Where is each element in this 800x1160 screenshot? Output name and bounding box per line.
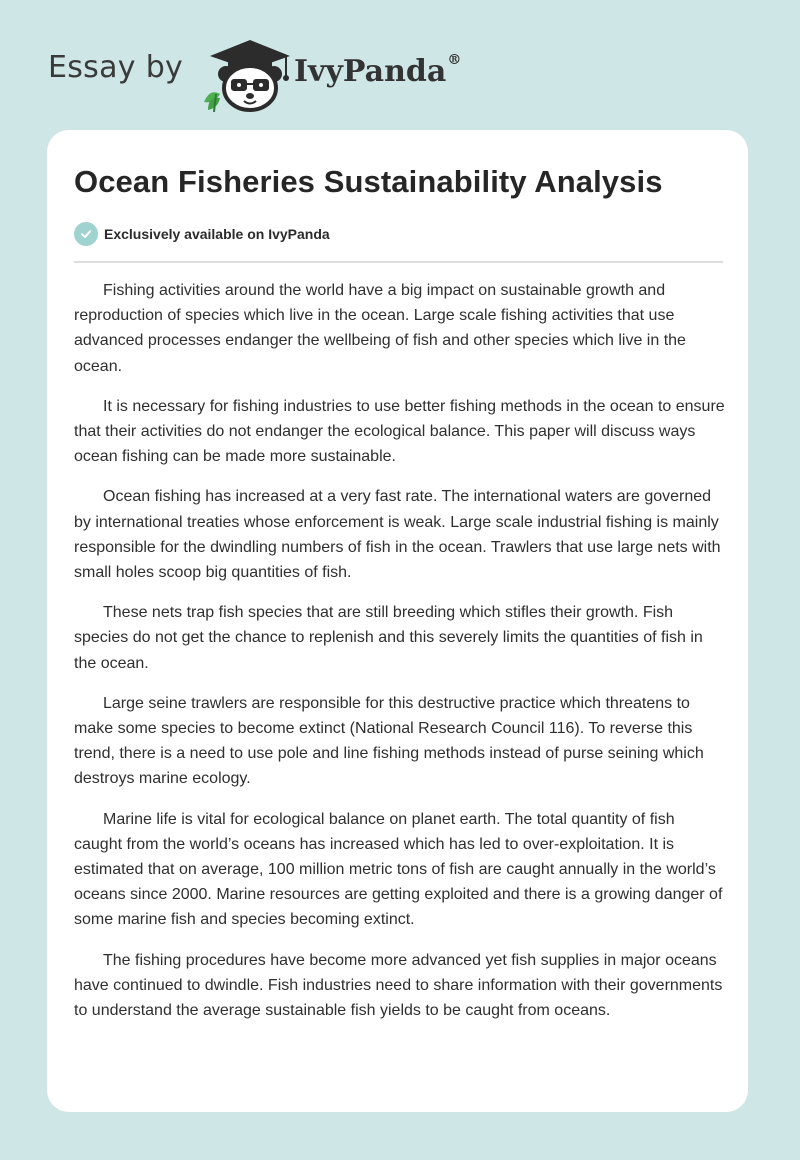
paragraph: Marine life is vital for ecological balance on planet earth. The total quantity of fish caught from the world’s oceans has increased which has led to over-exploitation. It is estimated that on average, 100 million metric tons of fish are caught annually in the world’s oceans since 2000. Marine resources are getting exploited and there is a growing danger of some marine fish and species becoming extinct.: [74, 810, 723, 929]
check-circle-icon: [74, 222, 98, 246]
essay-by-label: Essay by: [48, 50, 184, 85]
exclusive-badge-label: Exclusively available on IvyPanda: [104, 226, 330, 242]
paragraph: These nets trap fish species that are still breeding which stifles their growth. Fish species do not get the chance to replenish and this severely limits the quantities of fish in the ocean.: [74, 604, 703, 672]
site-header: [48, 34, 548, 114]
paragraph: Ocean fishing has increased at a very fast rate. The international waters are governed by international treaties whose enforcement is weak. Large scale industrial fishing is mainly responsible for the dwindling numbers of fish in the ocean. Trawlers that use large nets with small holes scoop big quantities of fish.: [74, 488, 721, 582]
paragraph: Fishing activities around the world have a big impact on sustainable growth and reproduction of species which live in the ocean. Large scale fishing activities that use advanced processes endanger the wellbeing of fish and other species which live in the ocean.: [74, 282, 686, 375]
brand-name[interactable]: IvyPanda®: [294, 52, 462, 89]
panda-graduate-logo-icon[interactable]: [200, 36, 292, 112]
paragraph: The fishing procedures have become more advanced yet fish supplies in major oceans have continued to dwindle. Fish industries need to share information with their governments to understand the average sustainable fish yields to be caught from oceans.: [74, 951, 723, 1020]
paragraph: Large seine trawlers are responsible for this destructive practice which threatens to make some species to become extinct (National Research Council 116). To reverse this trend, there is a need to use pole and line fishing methods instead of purse seining which destroys marine ecology.: [74, 694, 704, 788]
essay-body: [74, 278, 726, 1038]
page-title: Ocean Fisheries Sustainability Analysis: [74, 164, 663, 199]
paragraph: It is necessary for fishing industries to use better fishing methods in the ocean to ensure that their activities do not endanger the ecological balance. This paper will discuss ways ocean fishing can be made more sustainable.: [74, 397, 725, 466]
registered-mark: ®: [447, 52, 462, 68]
exclusive-badge: [74, 221, 330, 247]
essay-card: [47, 130, 748, 1112]
title-divider: [74, 261, 723, 263]
